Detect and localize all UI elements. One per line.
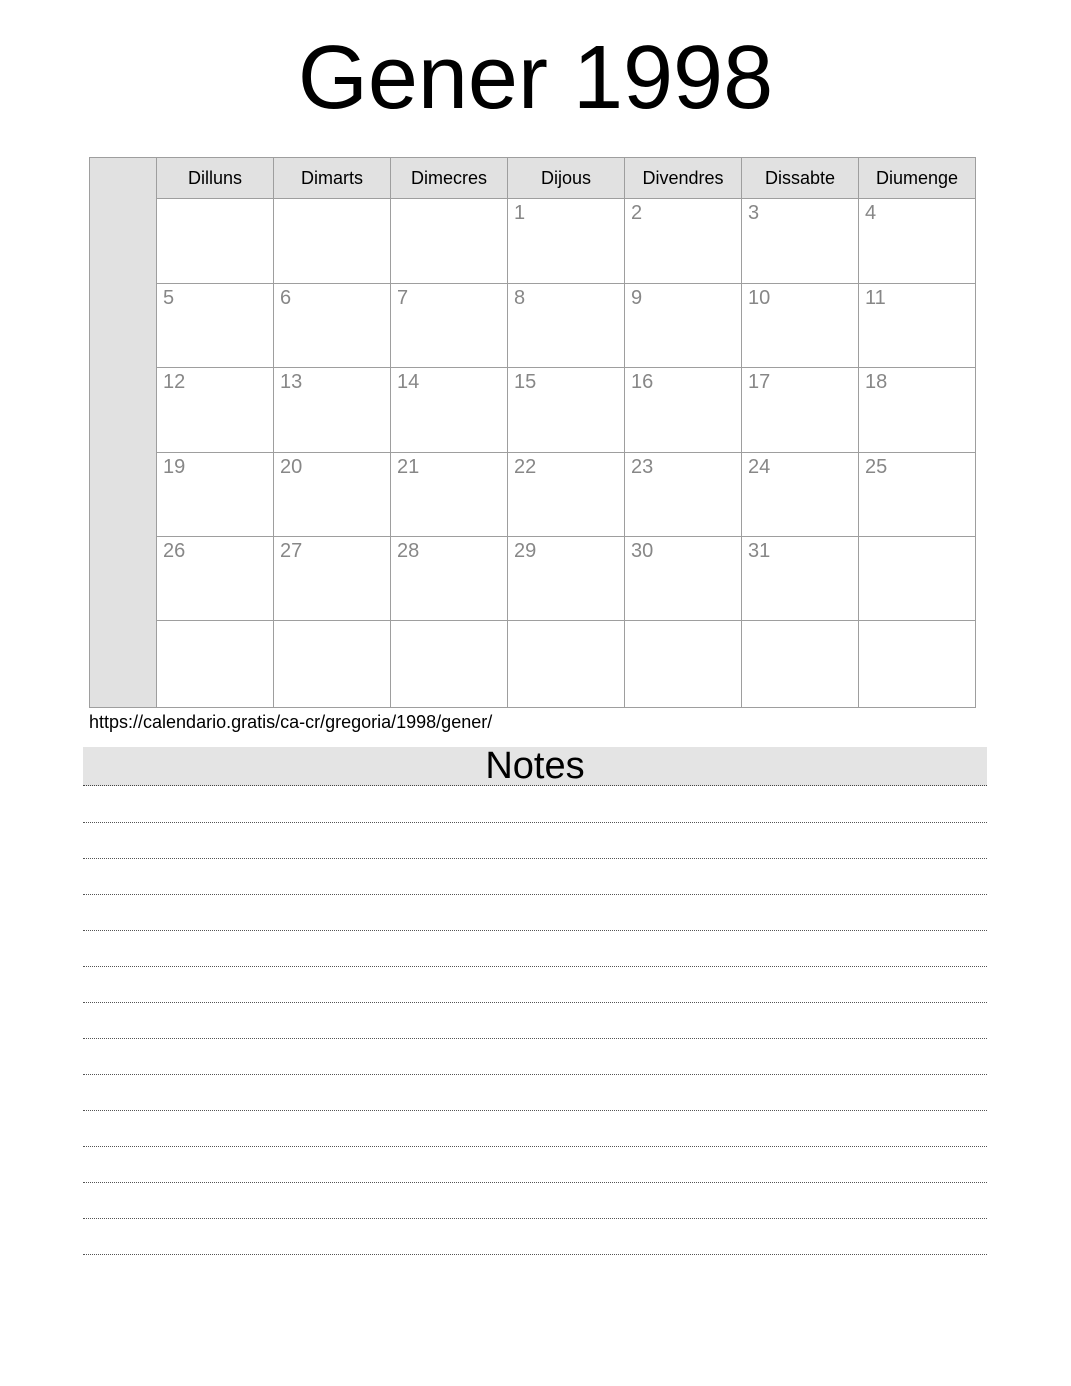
notes-lines — [83, 787, 987, 1255]
month-calendar — [89, 157, 976, 708]
calendar-cell: 14 — [391, 368, 508, 453]
side-column — [90, 158, 157, 708]
calendar-cell — [625, 621, 742, 708]
week-row — [90, 621, 976, 708]
calendar-cell: 1 — [508, 199, 625, 284]
calendar-cell: 30 — [625, 537, 742, 621]
calendar-cell: 31 — [742, 537, 859, 621]
calendar-cell — [274, 199, 391, 284]
calendar-cell: 12 — [157, 368, 274, 453]
calendar-cell — [391, 199, 508, 284]
calendar-cell: 3 — [742, 199, 859, 284]
calendar-cell: 15 — [508, 368, 625, 453]
notes-line — [83, 895, 987, 931]
notes-line — [83, 1003, 987, 1039]
calendar-cell: 5 — [157, 284, 274, 368]
calendar-cell: 7 — [391, 284, 508, 368]
notes-line — [83, 1111, 987, 1147]
week-row — [90, 199, 976, 284]
calendar-cell — [859, 621, 976, 708]
calendar-cell: 22 — [508, 453, 625, 537]
notes-line — [83, 1219, 987, 1255]
week-row — [90, 284, 976, 368]
notes-line — [83, 1075, 987, 1111]
notes-line — [83, 1039, 987, 1075]
calendar-cell: 10 — [742, 284, 859, 368]
notes-title: Notes — [485, 745, 585, 787]
page-title: Gener 1998 — [297, 28, 774, 128]
calendar-cell — [391, 621, 508, 708]
source-url: https://calendario.gratis/ca-cr/gregoria/1998/gener/ — [89, 712, 493, 732]
calendar-cell: 23 — [625, 453, 742, 537]
calendar-cell — [157, 199, 274, 284]
calendar-cell: 25 — [859, 453, 976, 537]
day-header-diumenge: Diumenge — [859, 158, 976, 199]
calendar-cell: 21 — [391, 453, 508, 537]
day-header-dimarts: Dimarts — [274, 158, 391, 199]
notes-line — [83, 1183, 987, 1219]
calendar-cell: 24 — [742, 453, 859, 537]
day-header-row — [90, 158, 976, 199]
calendar-cell: 17 — [742, 368, 859, 453]
notes-line — [83, 859, 987, 895]
calendar-cell: 6 — [274, 284, 391, 368]
calendar-cell — [157, 621, 274, 708]
calendar-cell: 19 — [157, 453, 274, 537]
calendar-cell: 8 — [508, 284, 625, 368]
week-row — [90, 453, 976, 537]
day-header-dijous: Dijous — [508, 158, 625, 199]
notes-line — [83, 787, 987, 823]
calendar-cell: 20 — [274, 453, 391, 537]
calendar-cell: 28 — [391, 537, 508, 621]
calendar-cell — [508, 621, 625, 708]
calendar-cell: 11 — [859, 284, 976, 368]
week-row — [90, 537, 976, 621]
calendar-cell: 9 — [625, 284, 742, 368]
calendar-cell: 13 — [274, 368, 391, 453]
day-header-dissabte: Dissabte — [742, 158, 859, 199]
calendar-cell — [274, 621, 391, 708]
calendar-cell: 4 — [859, 199, 976, 284]
calendar-cell — [859, 537, 976, 621]
calendar-cell: 27 — [274, 537, 391, 621]
calendar-cell — [742, 621, 859, 708]
notes-line — [83, 1147, 987, 1183]
notes-line — [83, 967, 987, 1003]
day-header-divendres: Divendres — [625, 158, 742, 199]
day-header-dimecres: Dimecres — [391, 158, 508, 199]
week-row — [90, 368, 976, 453]
notes-line — [83, 823, 987, 859]
calendar-cell: 18 — [859, 368, 976, 453]
calendar-cell: 2 — [625, 199, 742, 284]
notes-header — [83, 747, 987, 786]
notes-line — [83, 931, 987, 967]
calendar-cell: 29 — [508, 537, 625, 621]
day-header-dilluns: Dilluns — [157, 158, 274, 199]
calendar-cell: 26 — [157, 537, 274, 621]
calendar-cell: 16 — [625, 368, 742, 453]
